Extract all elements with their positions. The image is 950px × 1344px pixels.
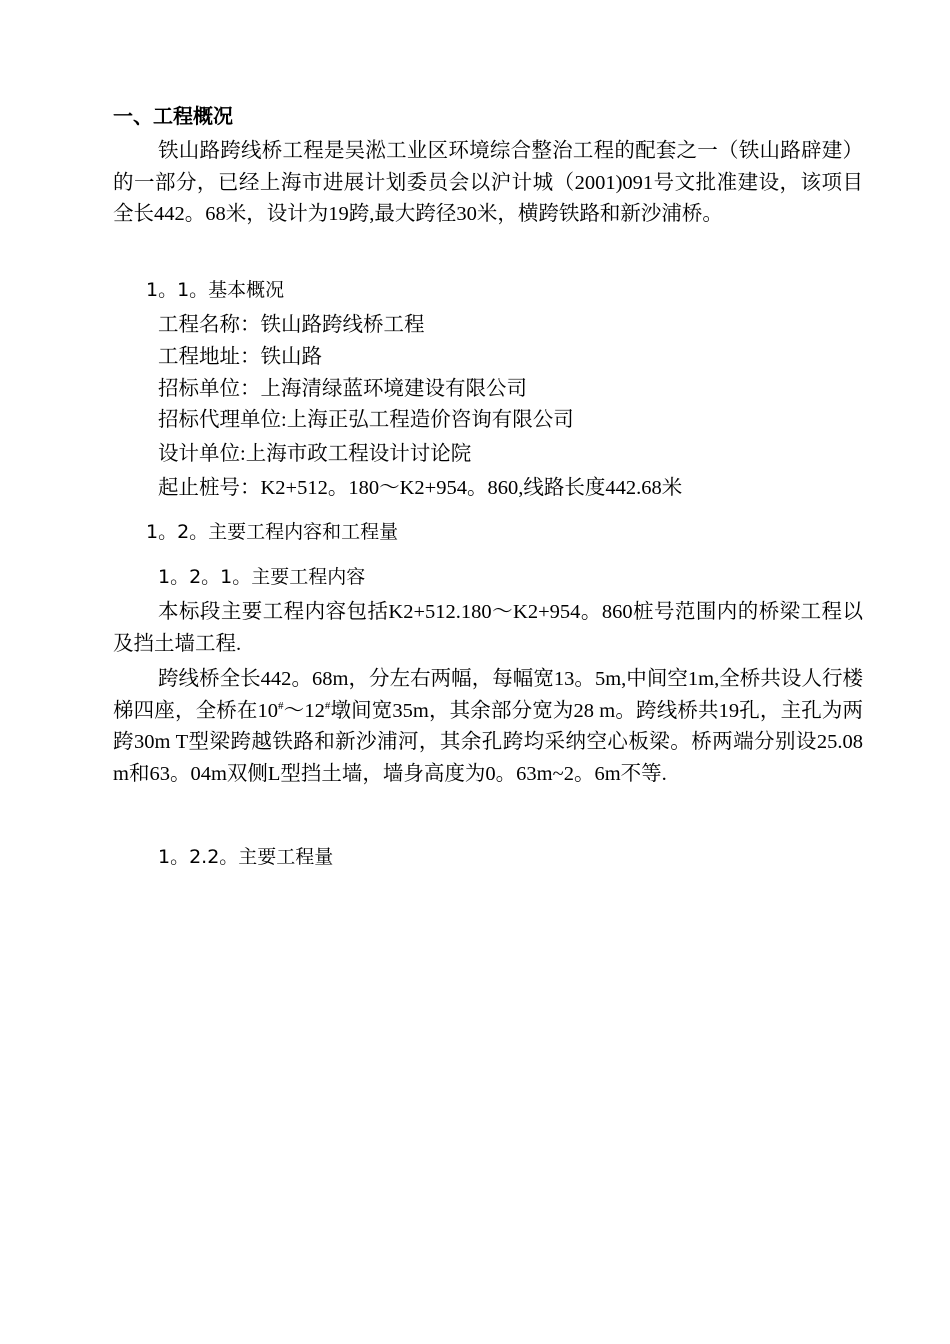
design-unit-line: 设计单位:上海市政工程设计讨论院 xyxy=(158,443,472,465)
tendering-unit-line: 招标单位：上海清绿蓝环境建设有限公司 xyxy=(158,378,527,400)
chainage-line: 起止桩号：K2+512。180～K2+954。860,线路长度442.68米 xyxy=(158,477,683,499)
subsection-heading-1-1: 1。1。基本概况 xyxy=(146,279,285,301)
subsection-heading-1-2-1: 1。2。1。主要工程内容 xyxy=(158,566,366,588)
tender-agent-line: 招标代理单位:上海正弘工程造价咨询有限公司 xyxy=(158,409,574,431)
project-name-line: 工程名称：铁山路跨线桥工程 xyxy=(158,314,425,336)
project-address-line: 工程地址：铁山路 xyxy=(158,346,322,368)
pier-mark-2: # xyxy=(324,699,331,712)
works-content-paragraph: 本标段主要工程内容包括K2+512.180～K2+954。860桩号范围内的桥梁工程以及挡土墙工程. xyxy=(113,601,863,655)
bridge-description-part-2: ～12 xyxy=(283,699,325,722)
section-heading: 一、工程概况 xyxy=(113,104,233,128)
bridge-description-part-1: 跨线桥全长442。68m，分左右两幅，每幅宽13。5m,中间空1m,全桥共设人行楼梯四座，全桥在10 xyxy=(113,668,863,722)
intro-paragraph: 铁山路跨线桥工程是吴淞工业区环境综合整治工程的配套之一（铁山路辟建）的一部分，已经上海市进展计划委员会以沪计城（2001)091号文批准建设，该项目全长442。68米，设计为19跨,最大跨径30米，横跨铁路和新沙浦桥。 xyxy=(113,140,863,225)
bridge-description-paragraph xyxy=(113,664,863,790)
bridge-description-part-3: 墩间宽35m，其余部分宽为28 m。跨线桥共19孔，主孔为两跨30m T型梁跨越铁路和新沙浦河，其余孔跨均采纳空心板梁。桥两端分别设25.08 m和63。04m双侧L型挡土墙，墙身高度为0。63m~2。6m不等. xyxy=(113,699,864,785)
subsection-heading-1-2-2: 1。2.2。主要工程量 xyxy=(158,846,334,868)
pier-mark-1: # xyxy=(278,699,284,712)
subsection-heading-1-2: 1。2。主要工程内容和工程量 xyxy=(146,521,399,543)
